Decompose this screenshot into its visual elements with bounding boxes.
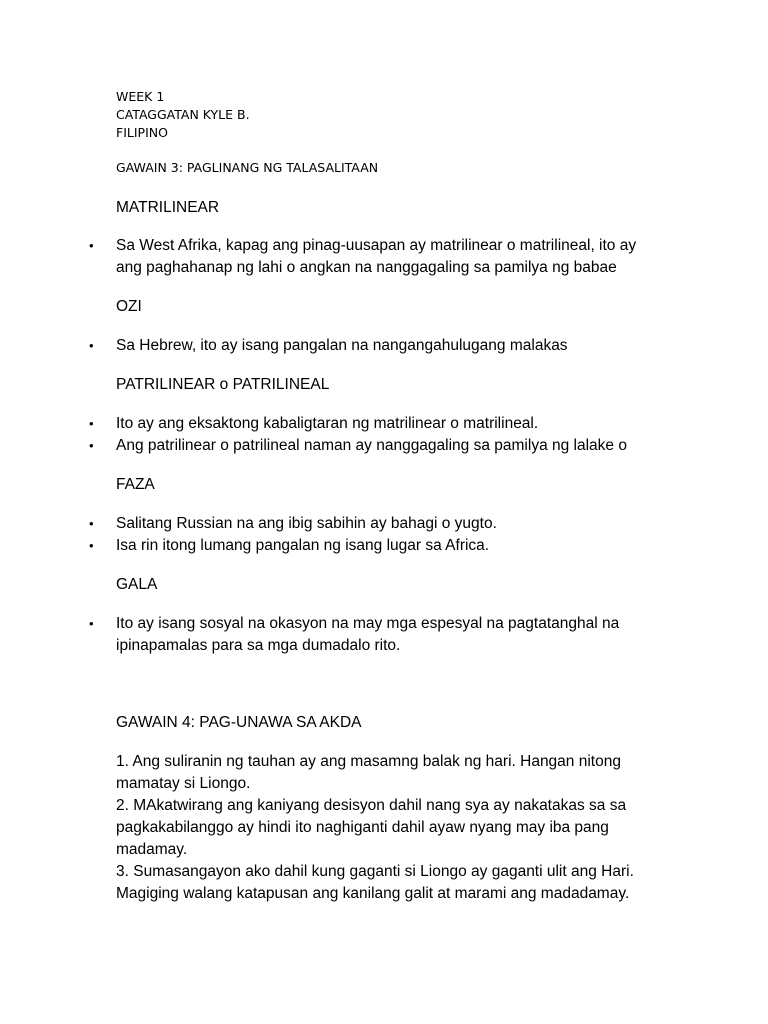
answer-3: 3. Sumasangayon ako dahil kung gaganti si Liongo ay gaganti ulit ang Hari. Magiging walang katapusan ang kanilang galit at marami ang madadamay. bbox=[116, 863, 634, 902]
gawain4-answers bbox=[116, 751, 646, 905]
term-faza: FAZA bbox=[116, 476, 155, 493]
bullet-list-matrilinear bbox=[0, 235, 768, 279]
bullet-icon: • bbox=[89, 538, 94, 553]
definition-text: Ang patrilinear o patrilineal naman ay nanggagaling sa pamilya ng lalake o bbox=[116, 437, 627, 454]
bullet-icon: • bbox=[89, 516, 94, 531]
bullet-list-ozi bbox=[0, 335, 768, 357]
bullet-list-gala bbox=[0, 613, 768, 657]
answer-1: 1. Ang suliranin ng tauhan ay ang masamng balak ng hari. Hangan nitong mamatay si Liongo. bbox=[116, 753, 621, 792]
definition-text: Isa rin itong lumang pangalan ng isang lugar sa Africa. bbox=[116, 537, 490, 554]
bullet-icon: • bbox=[89, 238, 94, 253]
bullet-list-faza bbox=[0, 513, 768, 557]
document-header bbox=[116, 88, 250, 142]
list-item bbox=[0, 413, 646, 435]
bullet-icon: • bbox=[89, 338, 94, 353]
list-item bbox=[0, 435, 646, 457]
subject-label: FILIPINO bbox=[116, 125, 168, 140]
list-item bbox=[0, 513, 646, 535]
term-patrilinear: PATRILINEAR o PATRILINEAL bbox=[116, 376, 330, 393]
bullet-icon: • bbox=[89, 438, 94, 453]
list-item bbox=[0, 613, 646, 657]
definition-text: Ito ay ang eksaktong kabaligtaran ng matrilinear o matrilineal. bbox=[116, 415, 539, 432]
term-ozi: OZI bbox=[116, 298, 142, 315]
list-item bbox=[0, 335, 646, 357]
bullet-list-patrilinear bbox=[0, 413, 768, 457]
definition-text: Sa West Afrika, kapag ang pinag-uusapan ay matrilinear o matrilineal, ito ay ang paghahanap ng lahi o angkan na nanggagaling sa pamilya ng babae bbox=[116, 237, 637, 276]
list-item bbox=[0, 535, 646, 557]
term-gala: GALA bbox=[116, 576, 158, 593]
gawain4-title: GAWAIN 4: PAG-UNAWA SA AKDA bbox=[116, 714, 362, 731]
definition-text: Ito ay isang sosyal na okasyon na may mga espesyal na pagtatanghal na ipinapamalas para sa mga dumadalo rito. bbox=[116, 615, 620, 654]
term-matrilinear: MATRILINEAR bbox=[116, 199, 220, 216]
list-item bbox=[0, 235, 646, 279]
gawain3-title: GAWAIN 3: PAGLINANG NG TALASALITAAN bbox=[116, 160, 379, 175]
student-name: CATAGGATAN KYLE B. bbox=[116, 107, 250, 122]
week-label: WEEK 1 bbox=[116, 89, 165, 104]
definition-text: Sa Hebrew, ito ay isang pangalan na nangangahulugang malakas bbox=[116, 337, 568, 354]
bullet-icon: • bbox=[89, 616, 94, 631]
definition-text: Salitang Russian na ang ibig sabihin ay bahagi o yugto. bbox=[116, 515, 497, 532]
bullet-icon: • bbox=[89, 416, 94, 431]
answer-2: 2. MAkatwirang ang kaniyang desisyon dahil nang sya ay nakatakas sa sa pagkakabilanggo ay hindi ito naghiganti dahil ayaw nyang may iba pang madamay. bbox=[116, 797, 627, 858]
